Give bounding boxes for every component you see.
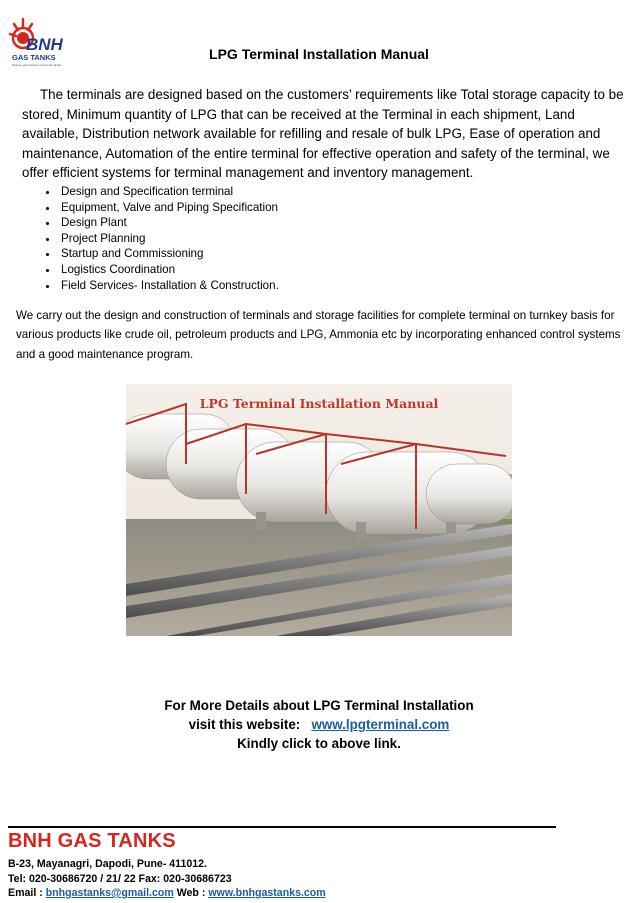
email-label: Email :: [8, 887, 43, 899]
logo-mark: BNH: [26, 35, 63, 54]
footer-email-web: [8, 886, 326, 901]
turnkey-paragraph: We carry out the design and construction of terminals and storage facilities for complete terminal on turnkey basis for various products like crude oil, petroleum products and LPG, Ammonia etc by incorporating enhanced control systems and a good maintenance program.: [16, 309, 621, 361]
document-title: LPG Terminal Installation Manual: [209, 46, 429, 62]
logo-name: GAS TANKS: [12, 53, 56, 62]
logo-tagline: Setting gas industry across the globe: [12, 63, 62, 67]
details-line-2: [0, 715, 638, 734]
lpgterminal-link[interactable]: www.lpgterminal.com: [311, 717, 450, 732]
details-line-1: For More Details about LPG Terminal Installation: [164, 698, 474, 713]
tank-farm-photo: [126, 384, 512, 636]
service-item: • Field Services- Installation & Construction.: [59, 278, 279, 294]
web-label: Web :: [176, 887, 206, 899]
service-item: • Equipment, Valve and Piping Specification: [59, 200, 279, 216]
intro-paragraph: The terminals are designed based on the customers’ requirements like Total storage capacity to be stored, Minimum quantity of LPG that can be received at the Terminal in each shipment, Land available, Distribution network available for refilling and resale of bulk LPG, Ease of operation and maintenance, Automation of the entire terminal for effective operation and safety of the terminal, we offer efficient systems for terminal management and inventory management.: [22, 87, 624, 180]
more-details-block: [0, 696, 638, 753]
details-line-3: Kindly click to above link.: [237, 736, 401, 751]
footer-phones: Tel: 020-30686720 / 21/ 22 Fax: 020-30686723: [8, 872, 232, 885]
footer-address: B-23, Mayanagri, Dapodi, Pune- 411012.: [8, 858, 207, 870]
service-item: • Project Planning: [59, 231, 279, 247]
footer-contact: [8, 857, 326, 901]
email-link[interactable]: bnhgastanks@gmail.com: [45, 887, 174, 899]
service-item: • Design Plant: [59, 215, 279, 231]
photo-caption: LPG Terminal Installation Manual: [199, 396, 439, 411]
footer-divider: [8, 826, 556, 828]
services-list: [40, 184, 279, 293]
tank-farm-illustration: [126, 384, 512, 636]
footer-company-name: BNH GAS TANKS: [8, 830, 176, 852]
service-item: • Logistics Coordination: [59, 262, 279, 278]
details-visit-label: visit this website:: [188, 717, 301, 732]
service-item: • Design and Specification terminal: [59, 184, 279, 200]
website-link[interactable]: www.bnhgastanks.com: [208, 887, 326, 899]
service-item: • Startup and Commissioning: [59, 246, 279, 262]
